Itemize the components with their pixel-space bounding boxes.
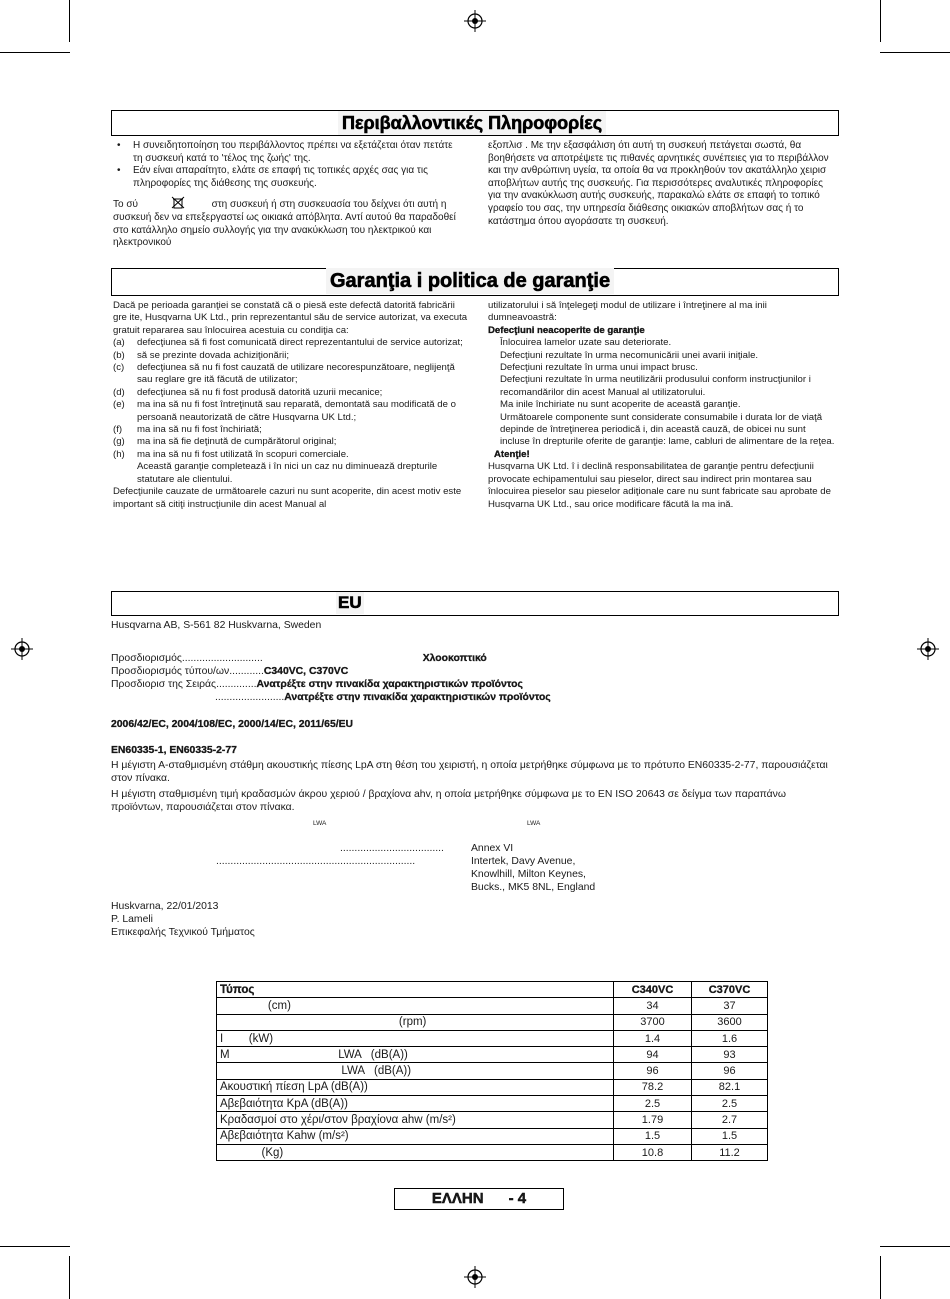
spec-row: LWA (dB(A)) 96 96 — [217, 1063, 768, 1079]
spec-row: Αβεβαιότητα KpA (dB(A)) 2.5 2.5 — [217, 1096, 768, 1112]
warranty-left-column — [113, 300, 468, 511]
registration-mark-icon — [464, 10, 486, 32]
not-covered-heading: Defecţiuni neacoperite de garanţie — [488, 324, 645, 336]
spec-row: I (kW) 1.4 1.6 — [217, 1030, 768, 1046]
warranty-right-intro: utilizatorului i să înţelegeţi modul de utilizare i întreţinere al ma inii dumneavoastră: — [488, 300, 767, 324]
eu-designation-list — [111, 652, 671, 704]
warranty-item: (e) ma ina să nu fi fost întreţinută sau reparată, demontată sau modificată de o persoană neautorizată de către Husqvarna UK Ltd.; — [113, 399, 456, 423]
env-paragraph — [113, 196, 458, 249]
crop-mark — [69, 1256, 70, 1299]
env-bullet: • Η συνειδητοποίηση του περιβάλλοντος πρέπει να εξετάζεται όταν πετάτε τη συσκευή κατά το 'τέλος της ζωής' της. — [113, 140, 458, 165]
crop-mark — [0, 1246, 70, 1247]
spec-table — [216, 981, 768, 1161]
warranty-item: (d) defecţiunea să nu fi fost produsă datorită uzurii mecanice; — [113, 386, 383, 398]
lwa-label: LWA — [313, 820, 327, 827]
eu-directives: 2006/42/EC, 2004/108/EC, 2000/14/EC, 2011/65/EU — [111, 719, 354, 730]
env-left-column — [113, 140, 458, 250]
eu-vibration-paragraph: Η μέγιστη σταθμισμένη τιμή κραδασμών άκρου χεριού / βραχίονα ahv, η οποία μετρήθηκε σύμφωνα με το EN ISO 20643 σε δείγμα των παραπάνω προϊόντων, παρουσιάζεται στον πίνακα. — [111, 789, 786, 813]
spec-row: (cm) 34 37 — [217, 998, 768, 1014]
crop-mark — [880, 52, 950, 53]
warranty-item: (f) ma ina să nu fi fost închiriată; — [113, 424, 262, 436]
spec-table-header: Τύπος C340VC C370VC — [217, 982, 768, 998]
env-para-start: Το σύ — [113, 199, 138, 211]
attention-text: Husqvarna UK Ltd. î i declină responsabilitatea de garanţie pentru defecţiunii provocate echipamentului sau pieselor, direct sau indirect prin montarea sau înlocuirea pieselor sau pieselor adiţionale care nu sunt fabricate sau aprobate de Husqvarna UK Ltd., sau orice modificare făcută la ma ină. — [488, 461, 831, 510]
spec-row: Αβεβαιότητα Kahw (m/s²) 1.5 1.5 — [217, 1128, 768, 1144]
env-right-column: εξοπλισ . Με την εξασφάλιση ότι αυτή τη συσκευή πετάγεται σωστά, θα βοηθήσετε να αποτρέψετε τις πιθανές αρνητικές συνέπειες για το περιβάλλον και την ανθρώπινη υγεία, τα οποία θα να προκληθούν τον ακατάλληλο χειρισ αποβλήτων αυτής της συσκευής. Για περισσότερες αναλυτικές πληροφορίες για την ανακύκλωση αυτής συσκευής, παρακαλώ ελάτε σε επαφή το τοπικό γραφείο του σας, την υπηρεσία διάθεσης οικιακών αποβλήτων σας ή το κατάστημα όπου αγοράσατε τη συσκευή. — [488, 140, 829, 227]
not-covered-item: Defecţiuni rezultate în urma neutilizării produsului conform instrucţiunilor i recomandărilor din acest Manual al utilizatorului. — [500, 374, 811, 398]
crop-mark — [880, 1256, 881, 1299]
not-covered-item: Defecţiuni rezultate în urma necomunicării unei avarii iniţiale. — [500, 349, 759, 361]
notified-body: Intertek, Davy Avenue, Knowlhill, Milton Keynes, Bucks., MK5 8NL, England — [471, 856, 596, 893]
eu-row: Προσδιορισ της Σειράς..............Ανατρέξτε στην πινακίδα χαρακτηριστικών προϊόντος — [111, 679, 523, 690]
signer-name: P. Lameli — [111, 914, 153, 925]
eu-standards: EN60335-1, EN60335-2-77 — [111, 745, 237, 756]
eu-row: Προσδιορισμός τύπου/ων............C340VC, C370VC — [111, 666, 349, 677]
eu-address: Husqvarna AB, S-561 82 Huskvarna, Sweden — [111, 620, 322, 631]
warranty-closing: Defecţiunile cauzate de următoarele cazuri nu sunt acoperite, din acest motiv este important să citiţi instrucţiunile din acest Manual al — [113, 486, 462, 510]
warranty-right-column — [488, 300, 836, 511]
registration-mark-icon — [464, 1266, 486, 1288]
registration-mark-icon — [917, 638, 939, 660]
signer-title: Επικεφαλής Τεχνικού Τμήματος — [111, 927, 255, 938]
env-bullet: • Εάν είναι απαραίτητο, ελάτε σε επαφή τις τοπικές αρχές σας για τις πληροφορίες της διάθεσης της συσκευής. — [113, 165, 458, 190]
warranty-item: (g) ma ina să fie deţinută de cumpărătorul original; — [113, 436, 337, 448]
signatory-block — [111, 900, 255, 939]
eu-sound-paragraph: Η μέγιστη Α-σταθμισμένη στάθμη ακουστικής πίεσης LpA στη θέση του χειριστή, η οποία μετρήθηκε σύμφωνα με το πρότυπο EN60335-2-77, παρουσιάζεται στον πίνακα. — [111, 760, 828, 784]
warranty-title: Garanţia i politica de garanţie — [326, 268, 614, 294]
not-covered-item: Ma inile închiriate nu sunt acoperite de această garanţie. — [500, 399, 741, 411]
attention-heading: Atenţie! — [494, 448, 530, 460]
crop-mark — [69, 0, 70, 42]
warranty-item: (h) ma ina să nu fi fost utilizată în scopuri comerciale. — [113, 448, 349, 460]
wheelie-bin-icon — [171, 196, 185, 209]
spec-row: M LWA (dB(A)) 94 93 — [217, 1047, 768, 1063]
lwa-label: LWA — [527, 820, 541, 827]
warranty-item: (a) defecţiunea să fi fost comunicată direct reprezentantului de service autorizat; — [113, 337, 463, 349]
spec-row: Κραδασμοί στο χέρι/στον βραχίονα ahw (m/s²) 1.79 2.7 — [217, 1112, 768, 1128]
not-covered-item: Înlocuirea lamelor uzate sau deteriorate. — [500, 337, 672, 349]
registration-mark-icon — [11, 638, 33, 660]
page-footer: ΕΛΛΗΝ - 4 — [394, 1188, 564, 1210]
not-covered-item: Defecţiuni rezultate în urma unui impact brusc. — [500, 362, 698, 374]
spec-row: (rpm) 3700 3600 — [217, 1014, 768, 1030]
place-date: Huskvarna, 22/01/2013 — [111, 901, 219, 912]
eu-row: Προσδιορισμός............................ Χλοοκοπτικό — [111, 653, 487, 664]
annex-dots: .................................... — [340, 843, 444, 854]
warranty-intro: Dacă pe perioada garanţiei se constată că o piesă este defectă datorită fabricării gre ite, Husqvarna UK Ltd., prin reprezentantul său de service autorizat, va executa gratuit repararea sau înlocuirea acestuia cu condiţia ca: — [113, 300, 468, 336]
annex-label: Annex VI — [471, 843, 514, 854]
spec-row: Ακουστική πίεση LpA (dB(A)) 78.2 82.1 — [217, 1079, 768, 1095]
eu-header-bar — [111, 591, 839, 616]
warranty-note: Această garanţie completează i în nici un caz nu diminuează drepturile statutare ale clientului. — [137, 461, 438, 485]
crop-mark — [880, 1246, 950, 1247]
env-para-rest: στη συσκευή ή στη συσκευασία του δείχνει ότι αυτή η συσκευή δεν να επεξεργαστεί ως οικιακά απόβλητα. Αντί αυτού θα παραδοθεί στο κατάλληλο σημείο συλλογής για την ανακύκλωση του ηλεκτρικού και ηλεκτρονικού — [113, 199, 456, 249]
spec-row: (Kg) 10.8 11.2 — [217, 1144, 768, 1160]
crop-mark — [880, 0, 881, 42]
eu-row: ........................Ανατρέξτε στην πινακίδα χαρακτηριστικών προϊόντος — [215, 692, 551, 703]
env-title: Περιβαλλοντικές Πληροφορίες — [338, 111, 606, 135]
crop-mark — [0, 52, 70, 53]
warranty-item: (b) să se prezinte dovada achiziţionării; — [113, 349, 289, 361]
notified-body-dots: ..................................................................... — [216, 856, 416, 867]
warranty-item: (c) defecţiunea să nu fi fost cauzată de utilizare necorespunzătoare, neglijenţă sau reglare gre ită făcută de utilizator; — [113, 362, 455, 386]
eu-title: EU — [338, 593, 362, 612]
not-covered-item: Următoarele componente sunt considerate consumabile i durata lor de viaţă depinde de întreţinerea periodică i, din această cauză, de obicei nu sunt incluse în drepturile oferite de garanţie: lame, cabluri de alimentare de la reţea. — [500, 411, 835, 448]
